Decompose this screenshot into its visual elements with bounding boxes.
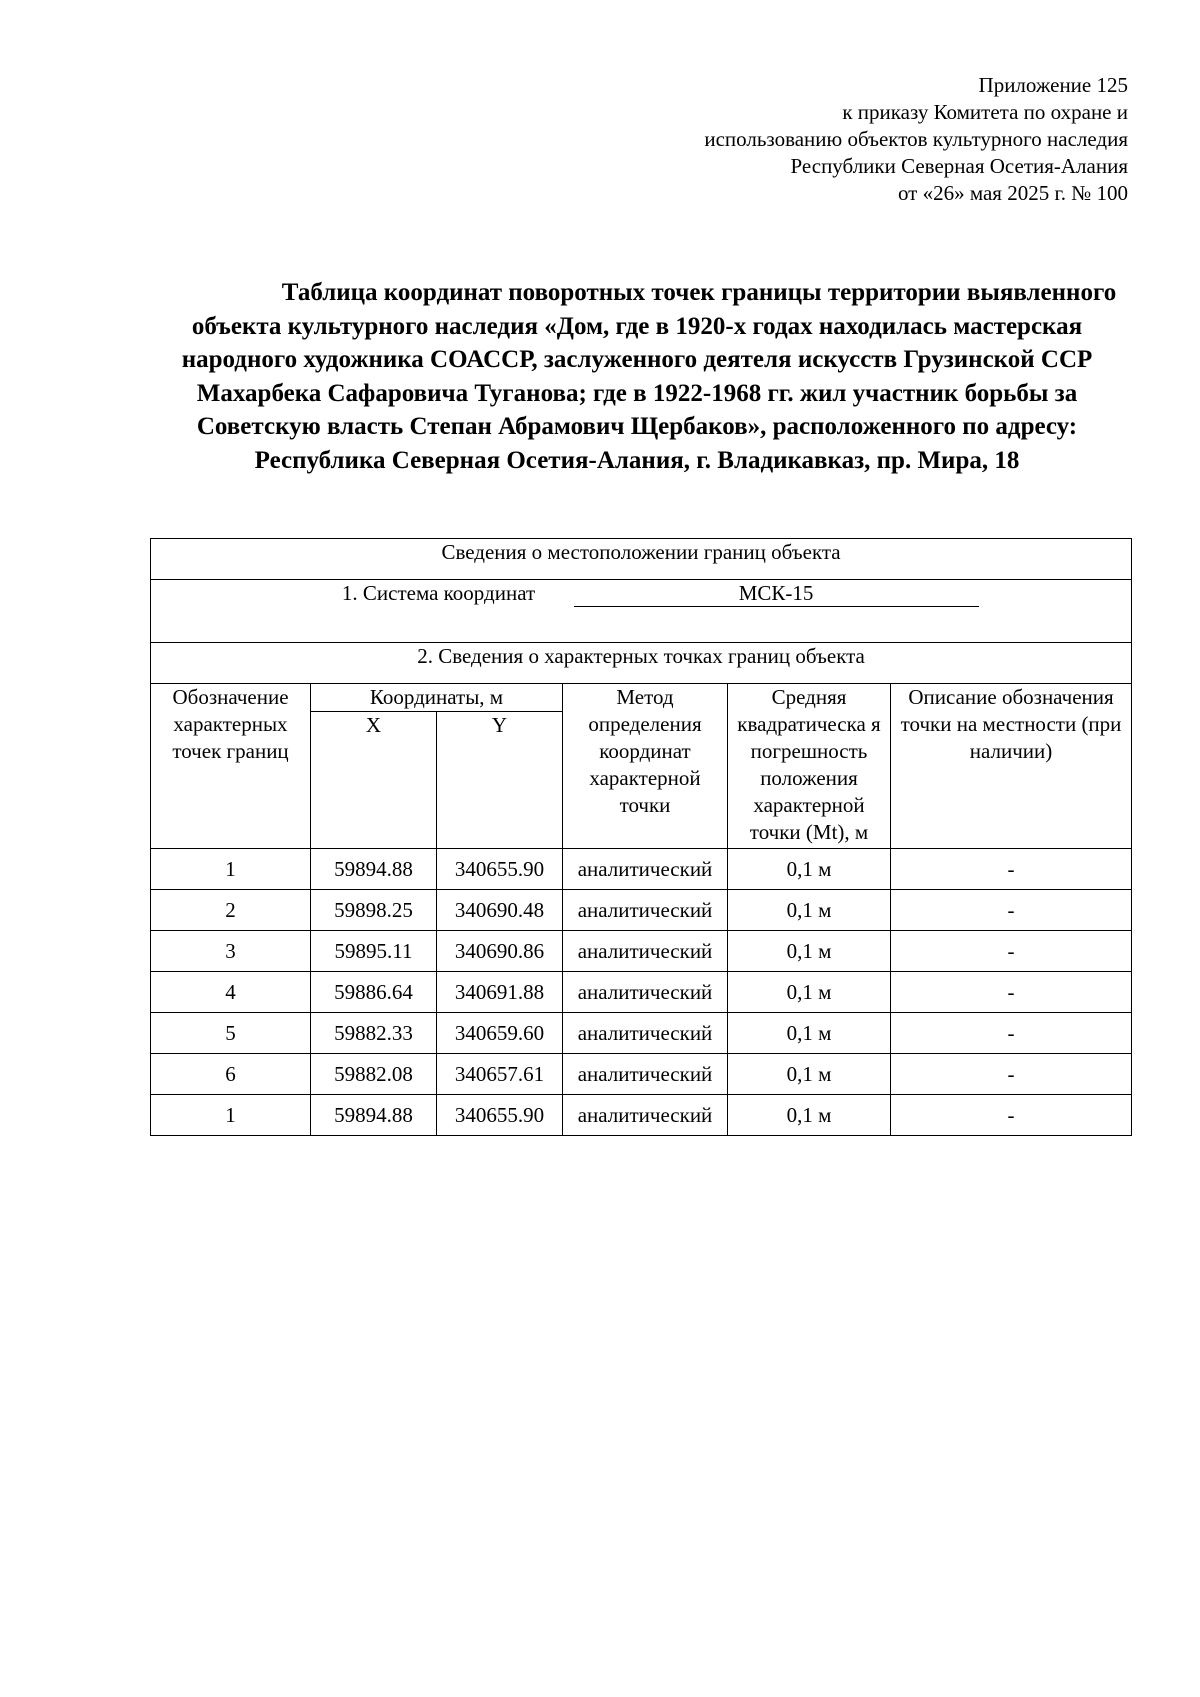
header-designation: Обозначение характерных точек границ (151, 684, 311, 849)
cell-method: аналитический (563, 931, 728, 972)
table-row (151, 972, 1132, 1013)
cell-point: 1 (151, 849, 311, 890)
appendix-line: использованию объектов культурного наследия (704, 127, 1128, 151)
header-method: Метод определения координат характерной точки (563, 684, 728, 849)
cell-x: 59886.64 (311, 972, 437, 1013)
header-coordinates: Координаты, м (311, 684, 563, 712)
cell-point: 1 (151, 1095, 311, 1136)
header-error: Средняя квадратическа я погрешность положения характерной точки (Mt), м (728, 684, 891, 849)
cell-point: 3 (151, 931, 311, 972)
cell-y: 340690.48 (437, 890, 563, 931)
cell-x: 59894.88 (311, 1095, 437, 1136)
cell-description: - (891, 1095, 1132, 1136)
cell-y: 340691.88 (437, 972, 563, 1013)
cell-error: 0,1 м (728, 1095, 891, 1136)
cell-point: 6 (151, 1054, 311, 1095)
cell-x: 59882.08 (311, 1054, 437, 1095)
cell-point: 5 (151, 1013, 311, 1054)
appendix-line: от «26» мая 2025 г. № 100 (897, 181, 1128, 205)
appendix-line: Республики Северная Осетия-Алания (790, 154, 1128, 178)
table-row (151, 1054, 1132, 1095)
coord-system-value: МСК-15 (574, 581, 979, 607)
cell-method: аналитический (563, 1013, 728, 1054)
header-description: Описание обозначения точки на местности (при наличии) (891, 684, 1132, 849)
coord-system-cell (151, 580, 1132, 643)
cell-error: 0,1 м (728, 849, 891, 890)
cell-method: аналитический (563, 1095, 728, 1136)
table-row (151, 890, 1132, 931)
cell-error: 0,1 м (728, 1054, 891, 1095)
document-title: Таблица координат поворотных точек границы территории выявленного объекта культурного наследия «Дом, где в 1920-х годах находилась мастерская народного художника СОАССР, заслуженного деятеля искусств Грузинской ССР Махарбека Сафаровича Туганова; где в 1922-1968 гг. жил участник борьбы за Советскую власть Степан Абрамович Щербаков», расположенного по адресу: Республика Северная Осетия-Алания, г. Владикавказ, пр. Мира, 18 (181, 279, 1117, 474)
cell-description: - (891, 890, 1132, 931)
section-title: Сведения о местоположении границ объекта (151, 539, 1132, 580)
cell-description: - (891, 1013, 1132, 1054)
table-section-title-row (151, 539, 1132, 580)
cell-method: аналитический (563, 1054, 728, 1095)
appendix-line: Приложение 125 (978, 73, 1128, 97)
cell-point: 2 (151, 890, 311, 931)
table-row (151, 1013, 1132, 1054)
cell-x: 59895.11 (311, 931, 437, 972)
cell-method: аналитический (563, 849, 728, 890)
cell-x: 59894.88 (311, 849, 437, 890)
points-heading: 2. Сведения о характерных точках границ объекта (151, 643, 1132, 684)
cell-description: - (891, 1054, 1132, 1095)
appendix-note (704, 72, 1128, 207)
header-y: Y (437, 712, 563, 849)
cell-y: 340659.60 (437, 1013, 563, 1054)
points-heading-row (151, 643, 1132, 684)
table-header-row (151, 684, 1132, 712)
cell-error: 0,1 м (728, 1013, 891, 1054)
appendix-line: к приказу Комитета по охране и (842, 100, 1128, 124)
table-row (151, 931, 1132, 972)
cell-point: 4 (151, 972, 311, 1013)
coordinates-table (150, 538, 1132, 1136)
cell-method: аналитический (563, 972, 728, 1013)
cell-y: 340655.90 (437, 849, 563, 890)
coord-system-label: 1. Система координат (341, 581, 536, 605)
cell-description: - (891, 849, 1132, 890)
cell-y: 340657.61 (437, 1054, 563, 1095)
table-row (151, 1095, 1132, 1136)
coord-system-row (151, 580, 1132, 643)
header-x: X (311, 712, 437, 849)
cell-method: аналитический (563, 890, 728, 931)
cell-description: - (891, 931, 1132, 972)
cell-x: 59898.25 (311, 890, 437, 931)
cell-error: 0,1 м (728, 931, 891, 972)
cell-y: 340655.90 (437, 1095, 563, 1136)
cell-y: 340690.86 (437, 931, 563, 972)
cell-x: 59882.33 (311, 1013, 437, 1054)
table-row (151, 849, 1132, 890)
cell-error: 0,1 м (728, 972, 891, 1013)
cell-error: 0,1 м (728, 890, 891, 931)
cell-description: - (891, 972, 1132, 1013)
